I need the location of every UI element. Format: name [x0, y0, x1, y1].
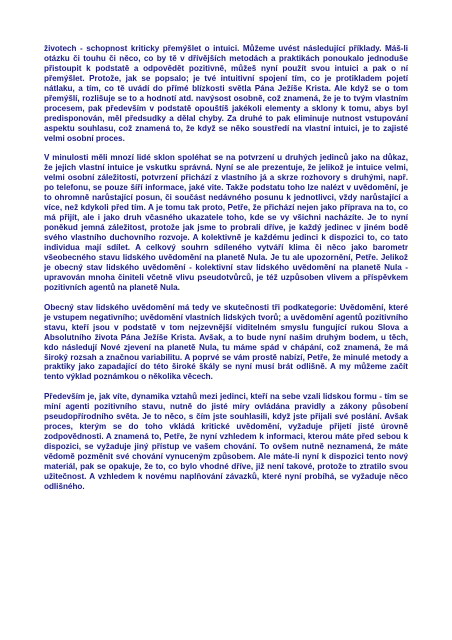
paragraph-4: Především je, jak víte, dynamika vztahů mezi jedinci, kteří na sebe vzali lidskou formu - tím se míní agenti pozitivního stavu, nutně do jisté míry ovládána pravidly a zákony působení pseudopřírodního světa. Je to něco, s čím jste souhlasili, když jste přijali své poslání. Avšak proces, kterým se do toho vkládá kritické uvědomění, vyžaduje přijetí jisté úrovně zodpovědnosti. A znamená to, Petře, že nyní vzhledem k informaci, kterou máte před sebou k dispozici, se vyžaduje jiný přístup ve vašem chování. To ovšem nutně neznamená, že máte vědomě pozměnit své chování vynuceným způsobem. Ale máte-li nyní k dispozici tento nový materiál, pak se opakuje, že to, co bylo vhodné dříve, již není takové, protože to ztratilo svou užitečnost. A vzhledem k novému naplňování závazků, které nyní probíhá, se vyžaduje něco odlišného. — [44, 392, 408, 491]
paragraph-2: V minulosti měli mnozí lidé sklon spoléhat se na potvrzení u druhých jedinců jako na důkaz, že jejich vlastní intuice je vskutku správná. Nyní se ale prezentuje, že jelikož je intuice velmi, velmi osobní záležitostí, potvrzení přichází z vlastního já a skrze rozhovory s druhými, např. po telefonu, se pouze šíří informace, jaké vite. Takže podstatu toho lze nalézt v uvědomění, je to ohromně narůstající posun, či součást nedávného posunu k jednotlivci, vždy narůstající a více, než kdykoli před tím. A je tomu tak proto, Petře, že přichází nejen jako příprava na to, co má přijít, ale i jako druh včasného ukazatele toho, kde se vy všichni nacházíte. Je to nyní poněkud jemná záležitost, protože jak jsme to probrali dříve, je každý jedinec v jiném bodě svého vlastního duchovního rozvoje. A kolektivně je každému jedinci k dispozici to, co tato individua mají sdílet. A celkový souhrn sdíleného vytváří klima či něco jako barometr všeobecného stavu lidského uvědomění na planetě Nula. Je tu ale upozornění, Petře. Jelikož je obecný stav lidského uvědomění - kolektivní stav lidského uvědomění na planetě Nula - upravován mnoha činiteli včetně vlivu pseudotvůrců, je též uzpůsoben vlivem a příspěvkem pozitivních agentů na planetě Nula. — [44, 153, 408, 292]
document-body — [44, 44, 408, 502]
paragraph-3: Obecný stav lidského uvědomění má tedy ve skutečnosti tři podkategorie: Uvědomění, které je vstupem negativního; uvědomění vlastních lidských tvorů; a uvědomění agentů pozitivního stavu, kteří jsou v podstatě v tom nejzevnější viditelném smyslu fungující rukou Slova a Absolutního života Pána Ježíše Krista. Avšak, a to bude nyní našim druhým bodem, u těch, kdo následují Nové zjevení na planetě Nula, tu máme spád v chápání, což znamená, že má široký rozsah a značnou variabilitu. A poprvé se vám prostě nabízí, Petře, že minulé metody a praktiky jako zapadající do této široké škály se nyní musí brát odlišně. A my můžeme začít tento výklad poznámkou o několika věcech. — [44, 302, 408, 382]
paragraph-1: životech - schopnost kriticky přemýšlet o intuici. Můžeme uvést následující příklady. Máš-li otázku či touhu či něco, co by tě v dřívějších metodách a praktikách ponoukalo jednoduše přistoupit k podstatě a odpovědět pozitivně, můžeš nyní použít svou intuici a pak o ní přemýšlet. Protože, jak se popsalo; je tvé intuitivní spojení tím, co je protikladem pojetí nátlaku, a tím, co tě uvádí do přímé blízkosti světla Pána Ježíše Krista. Ale když se o tom přemýšlí, rozlišuje se to a hodnotí atd. navýsost osobně, což znamená, že je to tvým vlastním procesem, pak především v podstatě opouštíš jakékoli elementy a sklony k tomu, abys byl predisponován, měl předsudky a dělal chyby. Za druhé to pak eliminuje nutnost vstupování aspektu souhlasu, což znamená to, že když se něko soustředí na vlastní intuici, je to zajisté velmi osobní proces. — [44, 44, 408, 143]
